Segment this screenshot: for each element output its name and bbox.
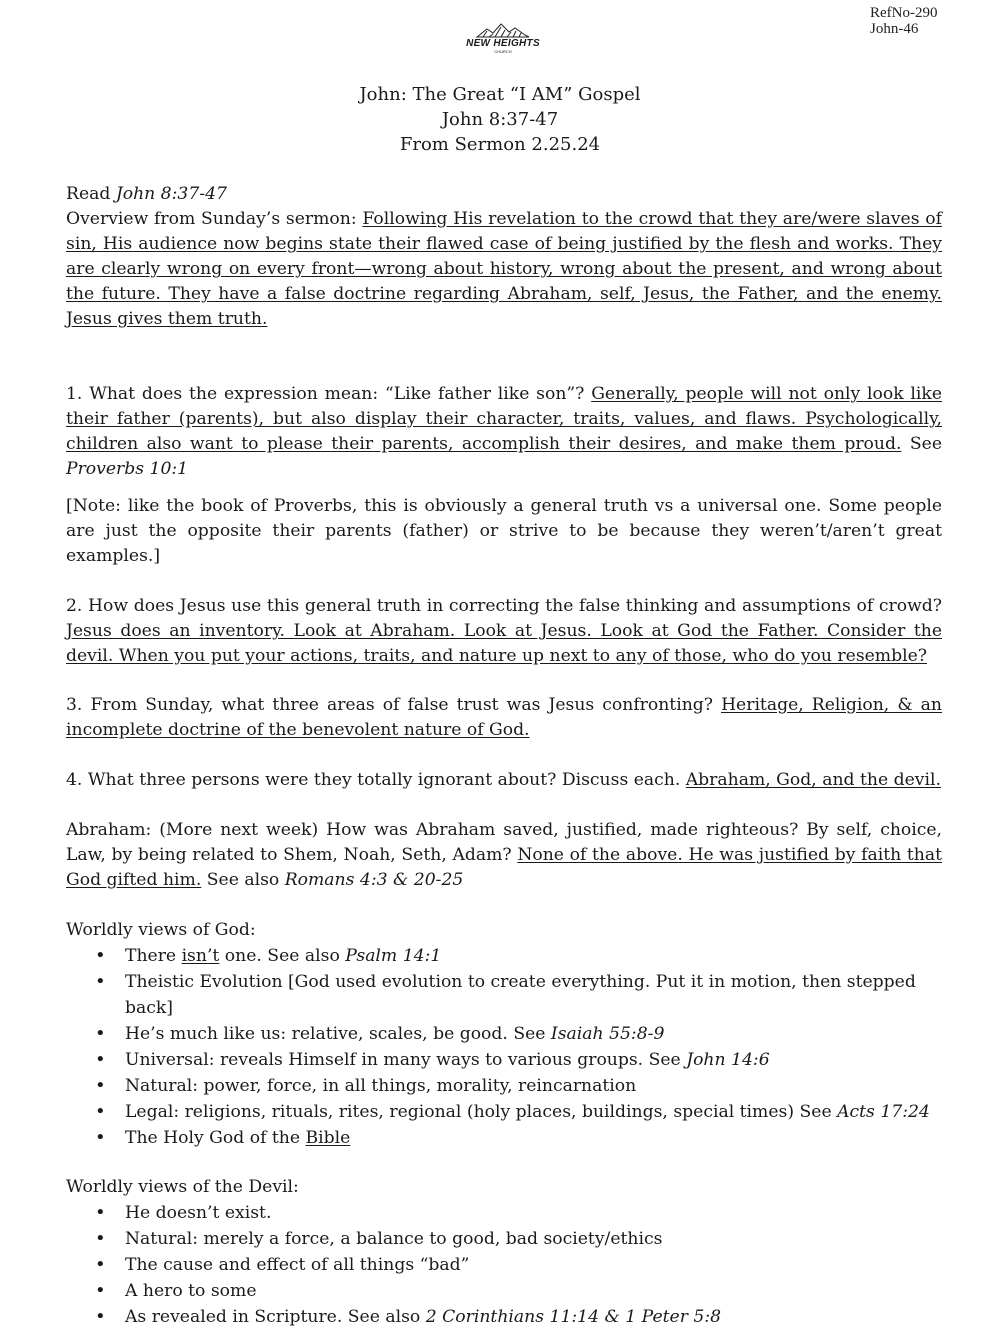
document-titles — [0, 82, 1000, 157]
scripture-ref: John 14:6 — [686, 1050, 770, 1070]
devil-views-list — [66, 1200, 942, 1330]
list-item: • There isn’t one. See also Psalm 14:1 — [125, 943, 942, 969]
abraham-paragraph: Abraham: (More next week) How was Abraham saved, justified, made righteous? By self, choice, Law, by being related to Shem, Noah, Seth, Adam? None of the above. He was justified by faith that God gifted him. See also Romans 4:3 & 20-25 — [66, 820, 942, 890]
list-item: • The cause and effect of all things “bad” — [125, 1252, 942, 1278]
answer-3: Heritage, Religion, & an incomplete doctrine of the benevolent nature of God. — [66, 695, 942, 740]
list-item: • Legal: religions, rituals, rites, regional (holy places, buildings, special times) See Acts 17:24 — [125, 1099, 942, 1125]
reading-line: Read John 8:37-47 — [66, 184, 227, 204]
logo-subtext: CHURCH — [494, 49, 512, 54]
sermon-date: From Sermon 2.25.24 — [399, 134, 601, 155]
question-1: 1. What does the expression mean: “Like father like son”? Generally, people will not only look like their father (parents), but also display their character, traits, values, and flaws. Psychologically, children also want to please their parents, accomplish their desires, and make them proud. See Proverbs 10:1 — [66, 384, 942, 479]
series-number: John-46 — [870, 21, 919, 37]
scripture-ref: Proverbs 10:1 — [66, 459, 189, 479]
question-3: 3. From Sunday, what three areas of false trust was Jesus confronting? Heritage, Religion, & an incomplete doctrine of the benevolent nature of God. — [66, 695, 942, 740]
god-views-list — [66, 943, 942, 1151]
scripture-ref: Psalm 14:1 — [345, 946, 442, 966]
question-2: 2. How does Jesus use this general truth in correcting the false thinking and assumptions of crowd? Jesus does an inventory. Look at Abraham. Look at Jesus. Look at God the Father. Consider the devil. When you put your actions, traits, and nature up next to any of those, who do you resemble? — [66, 596, 942, 666]
scripture-ref: Romans 4:3 & 20-25 — [284, 870, 464, 890]
list-item: • Natural: power, force, in all things, morality, reincarnation — [125, 1073, 942, 1099]
mountain-logo-icon — [473, 22, 533, 38]
list-item: • Natural: merely a force, a balance to good, bad society/ethics — [125, 1226, 942, 1252]
question-4: 4. What three persons were they totally ignorant about? Discuss each. Abraham, God, and the devil. — [66, 770, 941, 790]
list-item: • As revealed in Scripture. See also 2 Corinthians 11:14 & 1 Peter 5:8 — [125, 1304, 942, 1330]
logo-wordmark: NEW HEIGHTS — [466, 38, 540, 49]
list-item: • Theistic Evolution [God used evolution to create everything. Put it in motion, then stepped back] — [125, 969, 942, 1021]
answer-4: Abraham, God, and the devil. — [685, 770, 941, 790]
scripture-ref: 2 Corinthians 11:14 & 1 Peter 5:8 — [425, 1307, 722, 1327]
series-title: John: The Great “I AM” Gospel — [359, 84, 641, 105]
overview-text: Following His revelation to the crowd that they are/were slaves of sin, His audience now begins state their flawed case of being justified by the flesh and works. They are clearly wrong on every front—wrong about history, wrong about the present, and wrong about the future. They have a false doctrine regarding Abraham, self, Jesus, the Father, and the enemy. Jesus gives them truth. — [66, 209, 942, 329]
list-item: • The Holy God of the Bible — [125, 1125, 942, 1151]
abraham-answer: None of the above. He was justified by faith that God gifted him. — [66, 845, 942, 890]
list-item: • He’s much like us: relative, scales, be good. See Isaiah 55:8-9 — [125, 1021, 942, 1047]
devil-views-heading: Worldly views of the Devil: — [66, 1177, 299, 1197]
note-paragraph: [Note: like the book of Proverbs, this is obviously a general truth vs a universal one. Some people are just the opposite their parents (father) or strive to be because they weren’t/aren’t great examples.] — [66, 496, 942, 566]
overview-paragraph: Overview from Sunday’s sermon: Following His revelation to the crowd that they are/were slaves of sin, His audience now begins state their flawed case of being justified by the flesh and works. They are clearly wrong on every front—wrong about history, wrong about the present, and wrong about the future. They have a false doctrine regarding Abraham, self, Jesus, the Father, and the enemy. Jesus gives them truth. — [66, 209, 942, 329]
scripture-ref: Isaiah 55:8-9 — [550, 1024, 665, 1044]
reading-passage: John 8:37-47 — [115, 184, 227, 204]
ref-number: RefNo-290 — [870, 5, 938, 21]
list-item: • He doesn’t exist. — [125, 1200, 942, 1226]
scripture-ref: Acts 17:24 — [837, 1102, 930, 1122]
church-logo — [463, 22, 543, 54]
passage-title: John 8:37-47 — [441, 109, 559, 130]
study-content — [66, 182, 942, 1330]
answer-1: Generally, people will not only look like their father (parents), but also display their character, traits, values, and flaws. Psychologically, children also want to please their parents, accomplish their desires, and make them proud. — [66, 384, 942, 454]
answer-2: Jesus does an inventory. Look at Abraham. Look at Jesus. Look at God the Father. Consider the devil. When you put your actions, traits, and nature up next to any of those, who do you resemble? — [66, 621, 942, 666]
list-item: • A hero to some — [125, 1278, 942, 1304]
list-item: • Universal: reveals Himself in many ways to various groups. See John 14:6 — [125, 1047, 942, 1073]
reference-block — [870, 5, 938, 37]
god-views-heading: Worldly views of God: — [66, 920, 256, 940]
